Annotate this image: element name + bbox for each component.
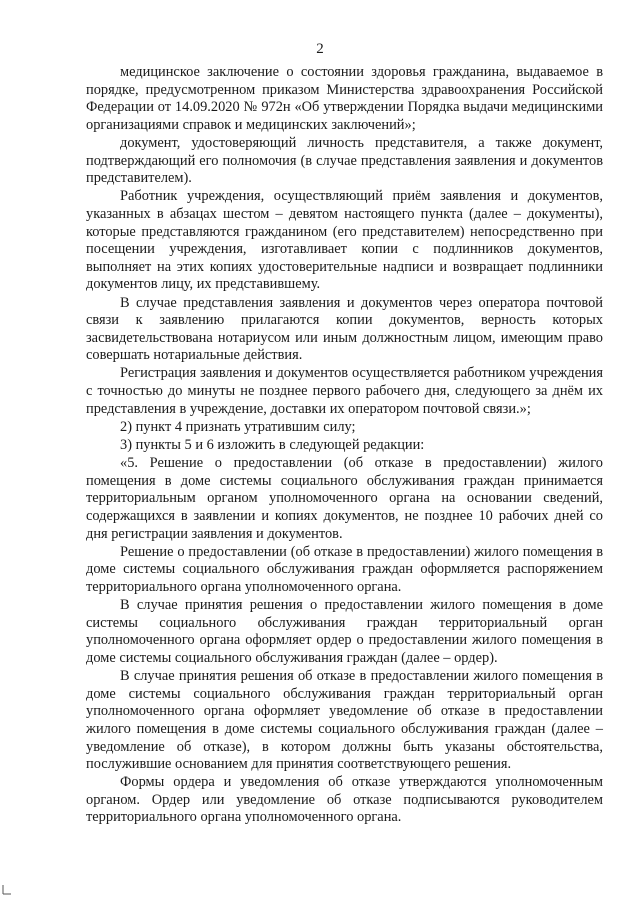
paragraph: Регистрация заявления и документов осуществляется работником учреждения с точностью до минуты не позднее первого рабочего дня, следующего за днём их представления в учреждение, доставки их оператором почтовой связи.»; bbox=[86, 365, 603, 417]
paragraph: В случае принятия решения об отказе в предоставлении жилого помещения в доме системы социального обслуживания граждан территориальный орган уполномоченного органа оформляет уведомление об отказе в предоставлении жилого помещения в доме системы социального обслуживания граждан (далее – уведомление об отказе), в котором должны быть указаны обстоятельства, послужившие основанием для принятия соответствующего решения. bbox=[86, 668, 603, 773]
paragraph: «5. Решение о предоставлении (об отказе в предоставлении) жилого помещения в доме системы социального обслуживания граждан принимается территориальным органом уполномоченного органа на основании сведений, содержащихся в заявлении и копиях документов, не позднее 10 рабочих дней со дня регистрации заявления и документов. bbox=[86, 455, 603, 542]
paragraph: 2) пункт 4 признать утратившим силу; bbox=[120, 418, 356, 435]
document-body bbox=[86, 64, 603, 827]
paragraph: медицинское заключение о состоянии здоровья гражданина, выдаваемое в порядке, предусмотренном приказом Министерства здравоохранения Российской Федерации от 14.09.2020 № 972н «Об утверждении Порядка выдачи медицинскими организациями справок и медицинских заключений»; bbox=[86, 64, 603, 133]
paragraph: Решение о предоставлении (об отказе в предоставлении) жилого помещения в доме системы социального обслуживания граждан оформляется распоряжением территориального органа уполномоченного органа. bbox=[86, 543, 603, 595]
paragraph: Формы ордера и уведомления об отказе утверждаются уполномоченным органом. Ордер или уведомление об отказе подписываются руководителем территориального органа уполномоченного органа. bbox=[86, 774, 603, 826]
scan-edge-marks bbox=[0, 884, 16, 896]
paragraph: документ, удостоверяющий личность представителя, а также документ, подтверждающий его полномочия (в случае представления заявления и документов представителем). bbox=[86, 134, 603, 187]
paragraph: Работник учреждения, осуществляющий приём заявления и документов, указанных в абзацах шестом – девятом настоящего пункта (далее – документы), которые представляются гражданином (его представителем) непосредственно при посещении учреждения, изготавливает копии с подлинников документов, выполняет на этих копиях удостоверительные надписи и возвращает подлинники документов лицу, их представившему. bbox=[86, 188, 603, 293]
paragraph: В случае принятия решения о предоставлении жилого помещения в доме системы социального обслуживания граждан территориальный орган уполномоченного органа оформляет ордер о предоставлении жилого помещения в доме системы социального обслуживания граждан (далее – ордер). bbox=[86, 597, 603, 666]
paragraph: В случае представления заявления и документов через оператора почтовой связи к заявлению прилагаются копии документов, верность которых засвидетельствована нотариусом или иным должностным лицом, имеющим право совершать нотариальные действия. bbox=[86, 294, 603, 364]
paragraph: 3) пункты 5 и 6 изложить в следующей редакции: bbox=[120, 437, 425, 454]
page-number: 2 bbox=[316, 41, 324, 57]
